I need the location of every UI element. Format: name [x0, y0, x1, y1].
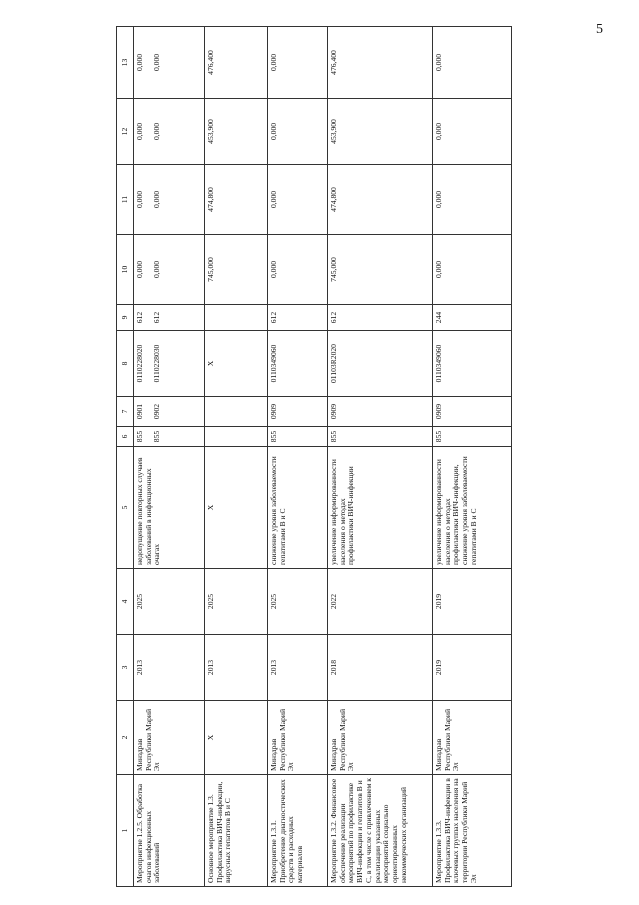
measure-name: Мероприятие 1.3.3. Профилактика ВИЧ-инфекции в ключевых группах населения на территории Республики Марий Эл: [433, 775, 512, 887]
start-year: 2013: [205, 635, 268, 701]
section-code: 0909: [433, 397, 512, 427]
measure-name: Мероприятие 1.3.2. Финансовое обеспечение реализации мероприятий по профилактике ВИЧ-инфекции и гепатитов В и С, в том числе с привлечением к реализации указанных мероприятий социально ориентированных некоммерческих организаций: [328, 775, 433, 887]
measure-name: Основное мероприятие 1.3. Профилактика ВИЧ-инфекции, вирусных гепатитов В и С: [205, 775, 268, 887]
amount-col10: 745,000: [328, 235, 433, 305]
table-row: [134, 27, 205, 887]
end-year: 2025: [134, 569, 205, 635]
expected-result: снижение уровня заболеваемости гепатитами В и С: [268, 447, 328, 569]
header-cell: 4: [117, 569, 134, 635]
header-cell: 3: [117, 635, 134, 701]
start-year: 2019: [433, 635, 512, 701]
amount-col12: 0,000: [433, 99, 512, 165]
target-article-code: X: [205, 331, 268, 397]
amount-col12: 0,000 0,000: [134, 99, 205, 165]
executor: Минздрав Республики Марий Эл: [134, 701, 205, 775]
expense-type-code: 612 612: [134, 305, 205, 331]
expected-result: увеличение информированности населения о методах профилактики ВИЧ-инфекции: [328, 447, 433, 569]
amount-col13: 476,400: [205, 27, 268, 99]
amount-col12: 453,900: [205, 99, 268, 165]
header-cell: 7: [117, 397, 134, 427]
rotated-table-container: [116, 27, 516, 887]
executor: Минздрав Республики Марий Эл: [328, 701, 433, 775]
table-row: [433, 27, 512, 887]
measure-name: Мероприятие 1.2.5. Обработка очагов инфекционных заболеваний: [134, 775, 205, 887]
section-code: [205, 397, 268, 427]
header-cell: 9: [117, 305, 134, 331]
section-code: 0909: [268, 397, 328, 427]
table-row: [268, 27, 328, 887]
start-year: 2013: [134, 635, 205, 701]
amount-col11: 474,800: [328, 165, 433, 235]
grbs-code: 855: [328, 427, 433, 447]
amount-col13: 0,000: [268, 27, 328, 99]
target-article-code: 0110349060: [268, 331, 328, 397]
executor: X: [205, 701, 268, 775]
header-cell: 12: [117, 99, 134, 165]
header-cell: 8: [117, 331, 134, 397]
executor: Минздрав Республики Марий Эл: [268, 701, 328, 775]
header-cell: 13: [117, 27, 134, 99]
amount-col11: 0,000 0,000: [134, 165, 205, 235]
header-cell: 2: [117, 701, 134, 775]
expected-result: X: [205, 447, 268, 569]
start-year: 2013: [268, 635, 328, 701]
measure-name: Мероприятие 1.3.1. Приобретение диагностических средств и расходных материалов: [268, 775, 328, 887]
amount-col10: 0,000 0,000: [134, 235, 205, 305]
expense-type-code: 612: [328, 305, 433, 331]
expected-result: увеличение информированности населения о методах профилактики ВИЧ-инфекции, снижение уровня заболеваемости гепатитами В и С: [433, 447, 512, 569]
header-row: [117, 27, 134, 887]
start-year: 2018: [328, 635, 433, 701]
expense-type-code: [205, 305, 268, 331]
header-cell: 1: [117, 775, 134, 887]
table-row: [205, 27, 268, 887]
end-year: 2019: [433, 569, 512, 635]
executor: Минздрав Республики Марий Эл: [433, 701, 512, 775]
amount-col10: 0,000: [268, 235, 328, 305]
table-row: [328, 27, 433, 887]
section-code: 0909: [328, 397, 433, 427]
end-year: 2025: [205, 569, 268, 635]
target-article-code: 01103R2020: [328, 331, 433, 397]
header-cell: 6: [117, 427, 134, 447]
grbs-code: 855 855: [134, 427, 205, 447]
program-table: [116, 26, 512, 887]
grbs-code: 855: [433, 427, 512, 447]
amount-col12: 453,900: [328, 99, 433, 165]
amount-col12: 0,000: [268, 99, 328, 165]
amount-col11: 0,000: [268, 165, 328, 235]
expense-type-code: 244: [433, 305, 512, 331]
amount-col13: 0,000 0,000: [134, 27, 205, 99]
target-article-code: 0110349060: [433, 331, 512, 397]
amount-col10: 745,000: [205, 235, 268, 305]
header-cell: 5: [117, 447, 134, 569]
amount-col11: 474,800: [205, 165, 268, 235]
end-year: 2022: [328, 569, 433, 635]
target-article-code: 0110228020 0110228030: [134, 331, 205, 397]
header-cell: 11: [117, 165, 134, 235]
end-year: 2025: [268, 569, 328, 635]
amount-col13: 0,000: [433, 27, 512, 99]
page-number: 5: [596, 22, 603, 37]
grbs-code: 855: [268, 427, 328, 447]
expense-type-code: 612: [268, 305, 328, 331]
amount-col11: 0,000: [433, 165, 512, 235]
amount-col10: 0,000: [433, 235, 512, 305]
header-cell: 10: [117, 235, 134, 305]
expected-result: недопущение повторных случаев заболеваний в инфекционных очагах: [134, 447, 205, 569]
grbs-code: [205, 427, 268, 447]
amount-col13: 476,400: [328, 27, 433, 99]
section-code: 0901 0902: [134, 397, 205, 427]
